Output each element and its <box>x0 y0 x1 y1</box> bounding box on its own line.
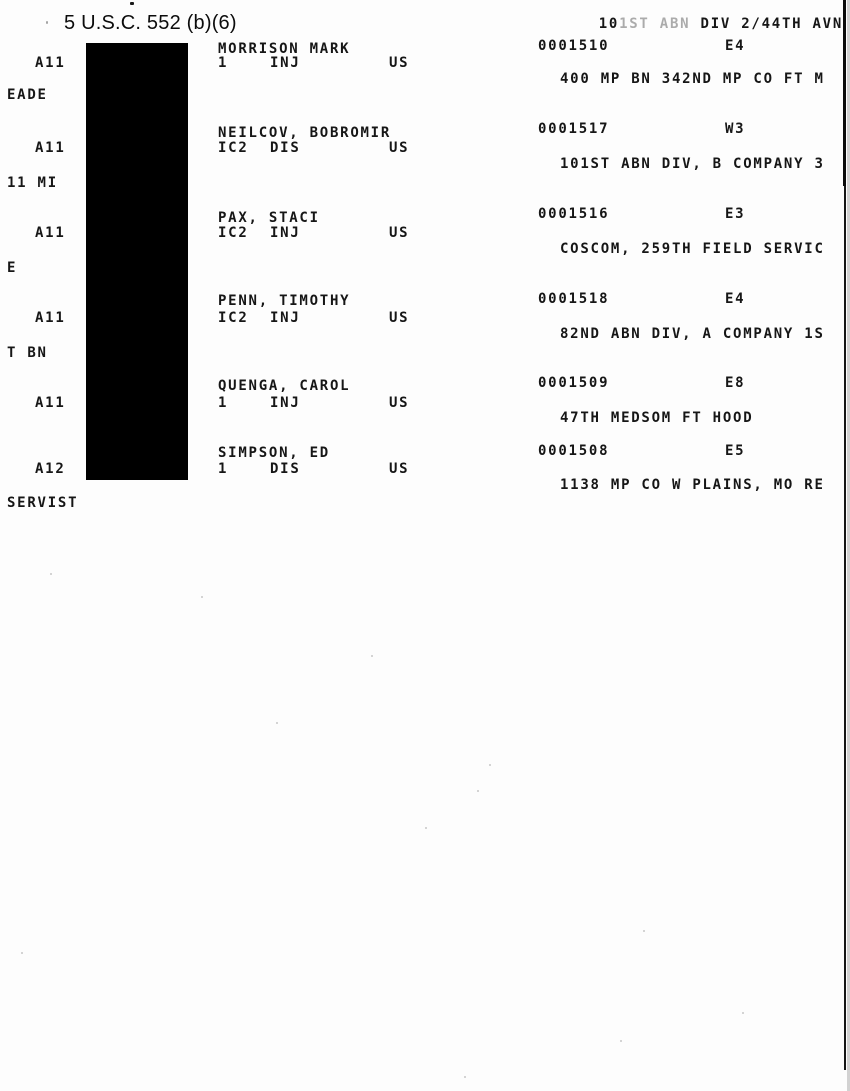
margin-fragment: SERVIST <box>7 495 79 511</box>
casualty-name: MORRISON MARK <box>218 41 351 57</box>
casualty-name: PENN, TIMOTHY <box>218 293 351 309</box>
page-edge-line-top <box>843 0 846 186</box>
unit-line: 101ST ABN DIV, B COMPANY 3 <box>560 156 825 172</box>
header-unit-clear-suffix: DIV 2/44TH AVN <box>690 16 844 32</box>
status-code: INJ <box>270 225 301 241</box>
grade-code: IC2 <box>218 310 249 326</box>
record-id: 0001518 <box>538 291 610 307</box>
status-code: INJ <box>270 395 301 411</box>
scan-speck <box>201 596 203 598</box>
scan-speck <box>477 790 479 792</box>
scan-speck <box>371 655 373 657</box>
foia-exemption-stamp: 5 U.S.C. 552 (b)(6) <box>64 12 237 34</box>
scan-speck <box>643 930 645 932</box>
margin-fragment: T BN <box>7 345 48 361</box>
grade-code: 1 <box>218 461 229 477</box>
rank-code: E4 <box>725 38 746 54</box>
redaction-box <box>86 43 188 480</box>
scan-speck <box>130 2 134 5</box>
header-unit-clear-prefix: 10 <box>598 16 620 32</box>
unit-line: 82ND ABN DIV, A COMPANY 1S <box>560 326 825 342</box>
scan-speck <box>742 1012 744 1014</box>
unit-line: 400 MP BN 342ND MP CO FT M <box>560 71 825 87</box>
scan-speck <box>21 952 23 954</box>
margin-fragment: EADE <box>7 87 48 103</box>
grade-code: 1 <box>218 395 229 411</box>
record-id: 0001508 <box>538 443 610 459</box>
country-code: US <box>389 395 410 411</box>
record-id: 0001516 <box>538 206 610 222</box>
scan-speck <box>276 722 278 724</box>
margin-code: A12 <box>35 461 66 477</box>
scan-speck <box>489 764 491 766</box>
rank-code: E8 <box>725 375 746 391</box>
country-code: US <box>389 140 410 156</box>
margin-fragment: 11 MI <box>7 175 58 191</box>
scan-speck <box>425 827 427 829</box>
scan-speck <box>46 21 48 24</box>
country-code: US <box>389 55 410 71</box>
margin-code: A11 <box>35 395 66 411</box>
grade-code: 1 <box>218 55 229 71</box>
status-code: INJ <box>270 55 301 71</box>
grade-code: IC2 <box>218 225 249 241</box>
record-id: 0001509 <box>538 375 610 391</box>
margin-code: A11 <box>35 140 66 156</box>
rank-code: E3 <box>725 206 746 222</box>
unit-line: 47TH MEDSOM FT HOOD <box>560 410 754 426</box>
scan-speck <box>50 573 52 575</box>
casualty-name: PAX, STACI <box>218 210 320 226</box>
grade-code: IC2 <box>218 140 249 156</box>
country-code: US <box>389 225 410 241</box>
scan-speck <box>464 1076 466 1078</box>
margin-code: A11 <box>35 55 66 71</box>
unit-line: 1138 MP CO W PLAINS, MO RE <box>560 477 825 493</box>
scan-speck <box>620 1040 622 1042</box>
casualty-name: NEILCOV, BOBROMIR <box>218 125 392 141</box>
margin-fragment: E <box>7 260 18 276</box>
country-code: US <box>389 310 410 326</box>
rank-code: W3 <box>725 121 746 137</box>
record-id: 0001517 <box>538 121 610 137</box>
rank-code: E4 <box>725 291 746 307</box>
casualty-name: SIMPSON, ED <box>218 445 330 461</box>
status-code: INJ <box>270 310 301 326</box>
unit-line: COSCOM, 259TH FIELD SERVIC <box>560 241 825 257</box>
rank-code: E5 <box>725 443 746 459</box>
casualty-name: QUENGA, CAROL <box>218 378 351 394</box>
header-unit-faded-text: 1ST ABN <box>619 16 691 32</box>
page-edge-line <box>844 186 846 1070</box>
status-code: DIS <box>270 140 301 156</box>
margin-code: A11 <box>35 310 66 326</box>
status-code: DIS <box>270 461 301 477</box>
record-id: 0001510 <box>538 38 610 54</box>
country-code: US <box>389 461 410 477</box>
margin-code: A11 <box>35 225 66 241</box>
